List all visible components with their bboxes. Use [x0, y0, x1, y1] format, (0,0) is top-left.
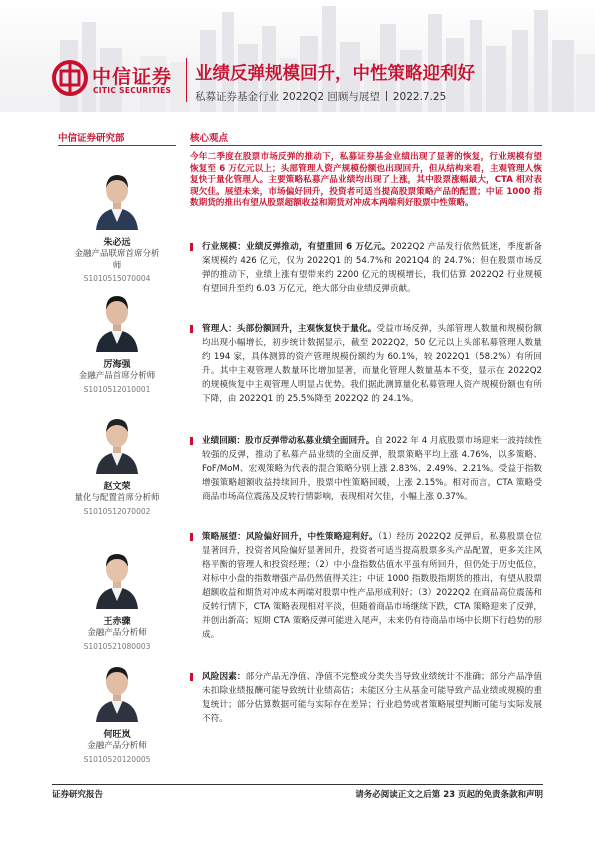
point-body: 自 2022 年 4 月底股票市场迎来一波持续性较强的反弹，推动了私募产品业绩的全面反弹，股票策略平均上涨 4.76%，以多策略、FoF/MoM、宏观策略为代表的混合策略分别上涨 2.83%、2.49%、2.21%。受益于指数增强策略超额收益持续回升，股票中性策略回暖，上涨 2.15%。相对而言，CTA 策略受商品市场高位震荡及反转行情影响，表现相对欠佳，小幅上涨 0.37%。: [202, 436, 542, 502]
analyst-license: S1010520120005: [83, 754, 151, 764]
point-body: 受益市场反弹，头部管理人数量和规模份额均出现小幅增长，初步统计数据显示，截至 2022Q2，50 亿元以上头部私募管理人数量约 194 家，具体测算的资产管理规模份额约为 60.1%，较 2022Q1（58.2%）有所回升。其中主观管理人数量环比增加显著，而量化管理人数量基本不变，显示在 2022Q2 的规模恢复中主观管理人明显占优势。我们据此测算量化私募管理人资产规模份额也有所下降，由 2022Q1 的 25.5%降至 2022Q2 的 24.1%。: [202, 324, 542, 404]
analyst-photo-icon: [92, 410, 142, 474]
analyst-role: 量化与配置首席分析师: [74, 493, 160, 503]
point-lead: 管理人：头部份额回升，主观恢复快于量化。: [202, 324, 377, 334]
bullet-marker: [190, 673, 193, 681]
analyst-card: [58, 545, 176, 652]
point-performance-review: [190, 434, 542, 504]
point-text: [190, 322, 542, 406]
report-title: 业绩反弹规模回升，中性策略迎利好: [195, 64, 475, 84]
point-managers: [190, 322, 542, 406]
point-lead: 风险因素：: [202, 672, 246, 682]
analyst-license: S1010512070002: [83, 506, 151, 516]
analyst-name: 朱必远: [103, 238, 131, 248]
point-industry-scale: [190, 240, 542, 296]
point-text: [190, 434, 542, 504]
footer-report-type: 证券研究报告: [52, 790, 104, 800]
point-body: 2022Q2 产品发行依然低迷，季度新备案规模约 426 亿元，仅为 2022Q1 的 54.7%和 2021Q4 的 24.7%；但在股票市场反弹的推动下，业绩上涨有望带来约 2200 亿元的规模增长，我们估算 2022Q2 行业规模有望回升至约 6.03 万亿元，绝大部分由业绩反弹贡献。: [202, 242, 542, 294]
point-strategy-outlook: [190, 530, 542, 642]
report-date: 2022.7.25: [392, 91, 447, 103]
analyst-name: 何旺岚: [103, 730, 131, 740]
analyst-license: S1010515070004: [83, 274, 151, 283]
point-text: [190, 670, 542, 726]
point-body: 部分产品无净值、净值不完整或分类失当导致业绩统计不准确；部分产品净值未扣除业绩报酬可能导致统计业绩高估；未能区分主从基金可能导致产品业绩或规模的重复统计；部分估算数据可能与实际存在差异；行业趋势或者策略展望判断可能与实际发展不符。: [202, 672, 542, 724]
analyst-name: 赵文荣: [103, 482, 131, 492]
bullet-marker: [190, 243, 193, 251]
point-risk-factors: [190, 670, 542, 726]
footer-rule: [52, 784, 543, 785]
analyst-name: 王赤骤: [103, 617, 131, 627]
report-series: 私募证券基金行业 2022Q2 回顾与展望: [195, 91, 380, 103]
analyst-photo-icon: [92, 288, 142, 352]
core-views-heading: 核心观点: [190, 133, 229, 144]
footer-disclaimer-note: 请务必阅读正文之后第 23 页起的免责条款和声明: [355, 790, 543, 800]
analyst-card: [58, 288, 176, 395]
bullet-marker: [190, 437, 193, 445]
citic-logo-mark-icon: [52, 60, 88, 96]
report-subtitle: [195, 89, 446, 104]
point-text: [190, 240, 542, 296]
header-divider: [186, 58, 187, 102]
bullet-marker: [190, 325, 193, 333]
analyst-role: 金融产品联席首席分析师: [74, 249, 160, 271]
analyst-name: 厉海强: [103, 360, 131, 370]
point-lead: 行业规模：业绩反弹推动，有望重回 6 万亿元。: [202, 242, 391, 252]
analyst-license: S1010512010001: [83, 384, 151, 394]
research-team-heading: 中信证券研究部: [58, 133, 125, 144]
analyst-card: [58, 410, 176, 517]
bullet-marker: [190, 533, 193, 541]
team-heading-rule: [58, 145, 176, 146]
logo-name-cn: 中信证券: [92, 66, 173, 88]
point-body: （1）经历 2022Q2 反弹后，私募股票仓位显著回升，投资者风险偏好显著回升，投资者可适当提高股票多头产品配置，更多关注风格平衡的管理人和投资经理；（2）中小盘指数估值水平虽有所回升，但仍处于历史低位，对标中小盘的指数增强产品仍然值得关注；中证 1000 指数股指期货的推出，有望从股票超额收益和期货对冲成本两端对股票中性产品形成利好；（3）2022Q2 在商品高位震荡和反转行情下，CTA 策略表现相对平淡，但随着商品市场继续下跌，CTA 策略迎来了反弹，并创出新高；短期 CTA 策略反弹可能进入尾声，未来仍有待商品市场中长期下行趋势的形成。: [202, 532, 542, 640]
core-heading-rule: [190, 145, 542, 146]
analyst-role: 金融产品分析师: [87, 628, 147, 638]
point-lead: 业绩回顾：股市反弹带动私募业绩全面回升。: [202, 436, 375, 446]
analyst-role: 金融产品首席分析师: [78, 371, 156, 381]
point-text: [190, 530, 542, 642]
analyst-card: [58, 166, 176, 284]
analyst-photo-icon: [92, 545, 142, 609]
subtitle-separator: [386, 91, 387, 101]
analyst-license: S1010521080003: [83, 641, 151, 651]
analyst-card: [58, 658, 176, 765]
analyst-photo-icon: [92, 166, 142, 230]
logo-name-en: CITIC SECURITIES: [93, 86, 172, 95]
citic-logo: [52, 60, 182, 100]
core-summary: 今年二季度在股票市场反弹的推动下，私募证券基金业绩出现了显著的恢复，行业规模有望恢复至 6 万亿元以上；头部管理人资产规模份额也出现回升，但从结构来看，主观管理人恢复快于量化管理人。主要策略私募产品业绩均出现了上涨，其中股票涨幅最大，CTA 相对表现欠佳。展望未来，市场偏好回升，投资者可适当提高股票策略产品的配置；中证 1000 指数期货的推出有望从股票超额收益和期货对冲成本两端利好股票中性策略。: [190, 152, 542, 209]
analyst-photo-icon: [92, 658, 142, 722]
report-header: [0, 0, 595, 112]
analyst-role: 金融产品分析师: [87, 741, 147, 751]
point-lead: 策略展望：风险偏好回升，中性策略迎利好。: [202, 532, 378, 542]
